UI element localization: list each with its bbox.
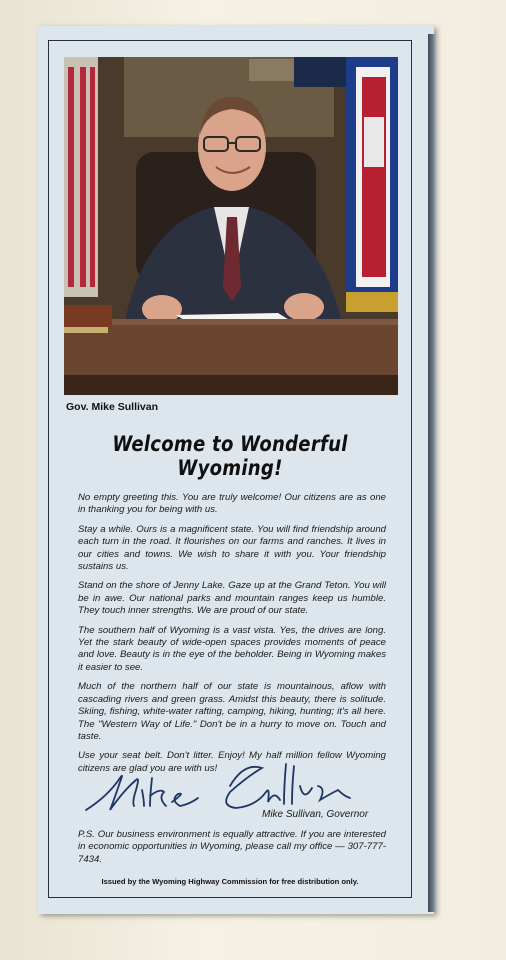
photo-caption: Gov. Mike Sullivan [66,401,158,413]
pamphlet-edge [428,34,436,912]
postscript: P.S. Our business environment is equally attractive. If you are interested in economic opportunities in Wyoming, please call my office — 307-777-7434. [78,829,386,865]
signature-name: Mike Sullivan, Governor [262,809,369,820]
letter-paragraph: The southern half of Wyoming is a vast vista. Yes, the drives are long. Yet the stark beauty of wide-open spaces provides moments of peace and love. Beauty is in the eye of the beholder. Being in Wyoming makes it easier to see. [78,624,386,673]
governor-photo [64,57,398,395]
letter-paragraph: No empty greeting this. You are truly welcome! Our citizens are as one in thanking you for being with us. [78,492,386,516]
footer-note: Issued by the Wyoming Highway Commission for free distribution only. [101,877,359,886]
letter-paragraph: Use your seat belt. Don't litter. Enjoy! My half million fellow Wyoming citizens are glad you are with us! [78,750,386,774]
welcome-letter [78,492,386,782]
letter-paragraph: Stay a while. Ours is a magnificent state. You will find friendship around each turn in the road. It flourishes on our farms and ranches. It lives in our cities and towns. We wish to share it with you. Your friendship sustains us. [78,523,386,573]
letter-paragraph: Stand on the shore of Jenny Lake. Gaze up at the Grand Teton. You will be in awe. Our national parks and mountain ranges keep us humble. They touch inner strengths. We are proud of our state. [78,580,386,617]
letter-paragraph: Much of the northern half of our state is mountainous, aflow with cascading rivers and green grass. Amidst this beauty, there is solitude. Skiing, fishing, white-water rafting, camping, hiking, hunting; it's all here. The "Western Way of Life." Don't be in a hurry to move on. Touch and taste. [78,681,386,742]
page-title: Welcome to Wonderful Wyoming! [112,432,348,480]
